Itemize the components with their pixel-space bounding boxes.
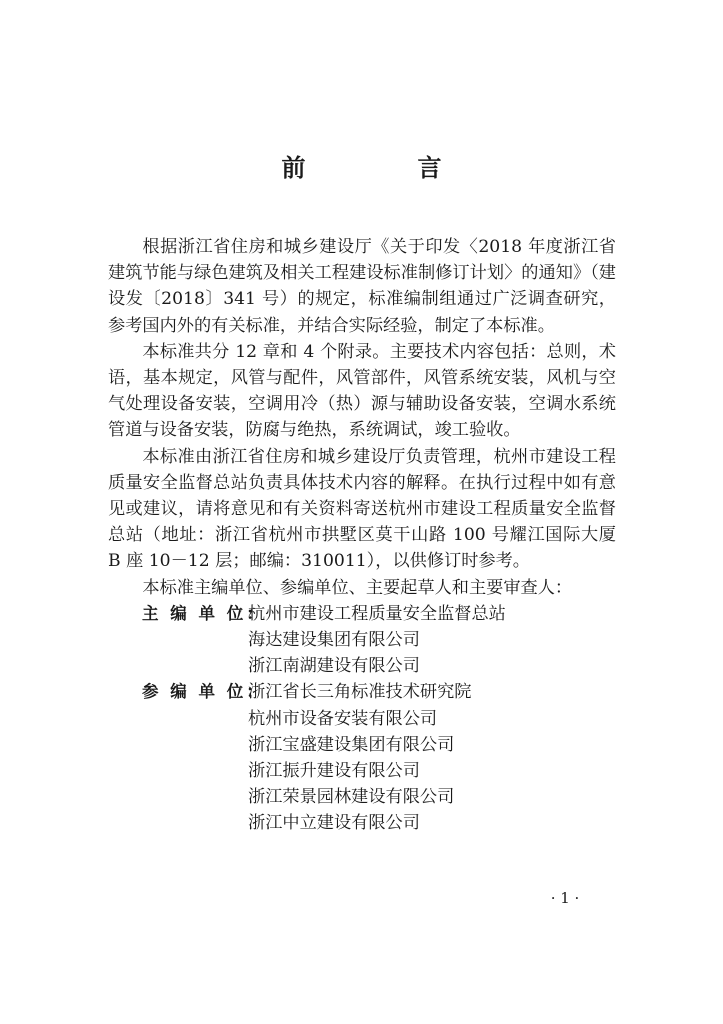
page-number: · 1 · (550, 889, 580, 907)
paragraph-basis: 根据浙江省住房和城乡建设厅《关于印发〈2018 年度浙江省建筑节能与绿色建筑及相关工程建设标准制修订计划〉的通知》（建设发〔2018〕341 号）的规定，标准编制组通过广泛调查研究，参考国内外的有关标准，并结合实际经验，制定了本标准。 (108, 237, 616, 336)
participating-units-list (248, 679, 616, 836)
paragraph-management: 本标准由浙江省住房和城乡建设厅负责管理，杭州市建设工程质量安全监督总站负责具体技术内容的解释。在执行过程中如有意见或建议，请将意见和有关资料寄送杭州市建设工程质量安全监督总站（地址：浙江省杭州市拱墅区莫干山路 100 号耀江国际大厦 B 座 10－12 层；邮编：310011），以供修订时参考。 (108, 446, 616, 572)
paragraph-units-intro: 本标准主编单位、参编单位、主要起草人和主要审查人： (142, 577, 573, 598)
participating-units-section (108, 679, 616, 836)
list-item: 杭州市建设工程质量安全监督总站 (248, 603, 506, 624)
chief-units-list (248, 601, 616, 680)
list-item: 海达建设集团有限公司 (248, 630, 420, 651)
list-item: 杭州市设备安装有限公司 (248, 708, 438, 729)
list-item: 浙江宝盛建设集团有限公司 (248, 734, 455, 755)
participating-units-label: 参 编 单 位： (142, 682, 266, 702)
paragraph-contents: 本标准共分 12 章和 4 个附录。主要技术内容包括：总则，术语，基本规定，风管与配件，风管部件，风管系统安装，风机与空气处理设备安装，空调用冷（热）源与辅助设备安装，空调水系统管道与设备安装，防腐与绝热，系统调试，竣工验收。 (108, 341, 616, 441)
document-body (108, 234, 616, 837)
chief-units-section (108, 601, 616, 680)
list-item: 浙江振升建设有限公司 (248, 761, 420, 782)
list-item: 浙江荣景园林建设有限公司 (248, 787, 455, 808)
page-title: 前 言 (281, 154, 486, 182)
list-item: 浙江省长三角标准技术研究院 (248, 682, 472, 703)
chief-units-label: 主 编 单 位： (142, 603, 266, 623)
list-item: 浙江中立建设有限公司 (248, 813, 420, 834)
list-item: 浙江南湖建设有限公司 (248, 656, 420, 677)
